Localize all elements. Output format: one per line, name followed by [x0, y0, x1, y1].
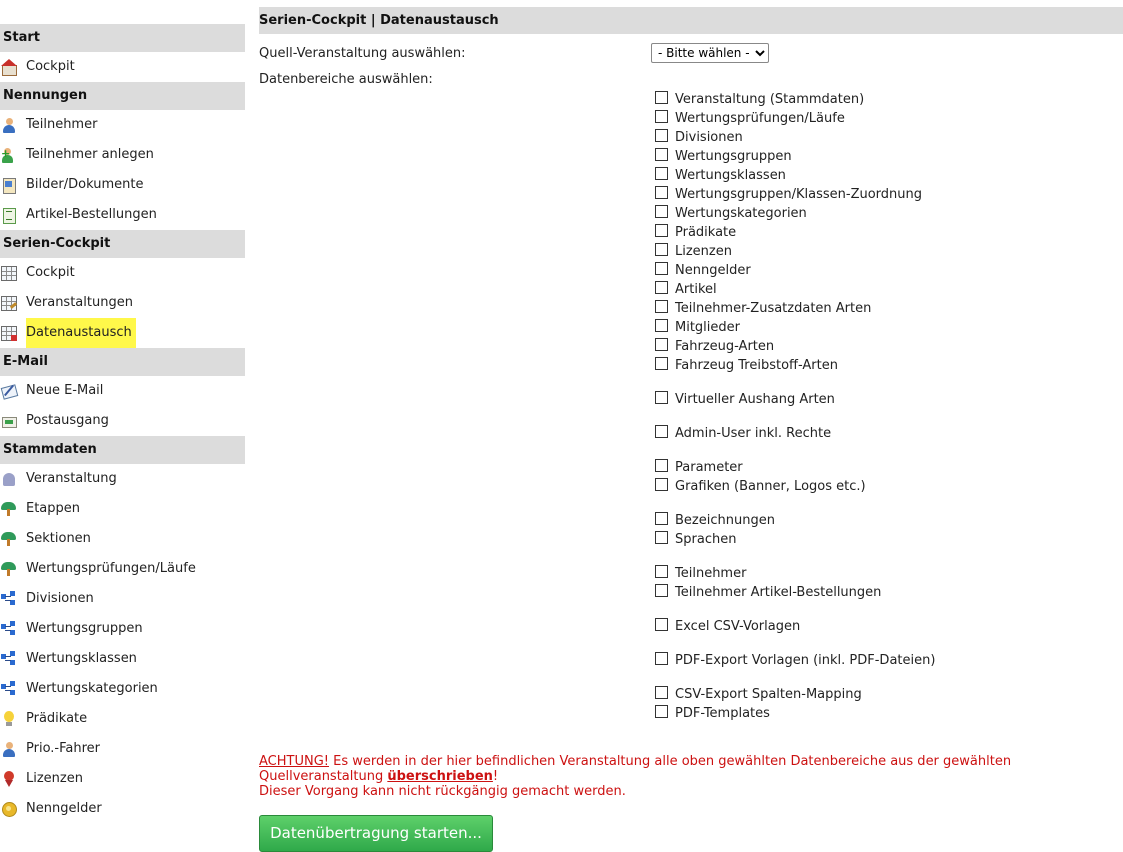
sidebar-item[interactable]: [0, 614, 245, 644]
tree-icon: [1, 561, 17, 577]
sidebar-item[interactable]: [0, 288, 245, 318]
checkbox[interactable]: [655, 478, 668, 491]
sidebar-item[interactable]: [0, 524, 245, 554]
bulb-icon: [1, 711, 17, 727]
network-icon: [1, 591, 17, 607]
award-icon: [1, 771, 17, 787]
sidebar-section-header: Start: [0, 24, 245, 52]
checkbox-label: Virtueller Aushang Arten: [675, 392, 835, 407]
checkbox[interactable]: [655, 512, 668, 525]
sidebar-item[interactable]: [0, 110, 245, 140]
sidebar-item-label: Sektionen: [26, 531, 91, 546]
sidebar-item-label: Cockpit: [26, 59, 75, 74]
checkbox-label: Sprachen: [675, 532, 737, 547]
checkbox[interactable]: [655, 91, 668, 104]
sidebar-item[interactable]: [0, 318, 245, 348]
data-area-option[interactable]: [655, 109, 935, 128]
sidebar-item-label: Wertungsklassen: [26, 651, 137, 666]
checkbox-label: PDF-Templates: [675, 706, 770, 721]
checkbox-label: Grafiken (Banner, Logos etc.): [675, 479, 866, 494]
checkbox-label: Bezeichnungen: [675, 513, 775, 528]
checkbox[interactable]: [655, 205, 668, 218]
sidebar-section-header: Nennungen: [0, 82, 245, 110]
checkbox-label: Wertungsgruppen: [675, 149, 792, 164]
sidebar-item-label: Prädikate: [26, 711, 88, 726]
checkbox[interactable]: [655, 357, 668, 370]
sidebar-item-label: Cockpit: [26, 265, 75, 280]
sidebar-item[interactable]: [0, 734, 245, 764]
checkbox[interactable]: [655, 148, 668, 161]
checkbox-label: Nenngelder: [675, 263, 751, 278]
data-area-option[interactable]: [655, 185, 935, 204]
data-area-option[interactable]: [655, 280, 935, 299]
overwrite-warning: ACHTUNG! Es werden in der hier befindlichen Veranstaltung alle oben gewählten Datenbereiche aus der gewählten Quellveranstaltung überschrieben! Dieser Vorgang kann nicht rückgängig gemacht werden.: [259, 754, 1012, 799]
sidebar-item[interactable]: [0, 464, 245, 494]
data-area-option[interactable]: [655, 318, 935, 337]
checkbox[interactable]: [655, 531, 668, 544]
data-area-option[interactable]: [655, 530, 935, 549]
sidebar-item[interactable]: [0, 52, 245, 82]
sidebar-item[interactable]: [0, 200, 245, 230]
page-title: Serien-Cockpit | Datenaustausch: [259, 7, 1123, 34]
checkbox[interactable]: [655, 186, 668, 199]
data-area-option[interactable]: [655, 651, 935, 670]
checkbox[interactable]: [655, 281, 668, 294]
person-icon: [1, 741, 17, 757]
checkbox-label: Lizenzen: [675, 244, 732, 259]
main-content: [259, 7, 1123, 842]
sidebar-item-label: Wertungsprüfungen/Läufe: [26, 561, 196, 576]
sidebar-section-header: E-Mail: [0, 348, 245, 376]
sidebar-item-label: Veranstaltungen: [26, 295, 133, 310]
data-area-option[interactable]: [655, 337, 935, 356]
checkbox-label: Fahrzeug Treibstoff-Arten: [675, 358, 838, 373]
sidebar-item[interactable]: [0, 140, 245, 170]
checkbox-label: Divisionen: [675, 130, 743, 145]
checkbox[interactable]: [655, 425, 668, 438]
warning-emphasis: überschrieben: [387, 769, 493, 784]
data-area-option[interactable]: [655, 128, 935, 147]
data-area-option[interactable]: [655, 477, 935, 496]
warning-line-2: Dieser Vorgang kann nicht rückgängig gemacht werden.: [259, 784, 626, 799]
bell-icon: [1, 471, 17, 487]
sidebar-item-label: Wertungsgruppen: [26, 621, 143, 636]
data-area-option[interactable]: [655, 458, 935, 477]
order-list-icon: [1, 207, 17, 223]
sidebar-item-label: Nenngelder: [26, 801, 102, 816]
data-area-option[interactable]: [655, 90, 935, 109]
person-add-icon: [1, 147, 17, 163]
checkbox-label: Wertungskategorien: [675, 206, 807, 221]
data-area-option[interactable]: [655, 166, 935, 185]
data-areas-checkbox-list: [655, 90, 935, 723]
sidebar-item-label: Postausgang: [26, 413, 109, 428]
sidebar: [0, 24, 245, 824]
data-areas-label: Datenbereiche auswählen:: [259, 72, 433, 87]
grid-edit-icon: [1, 295, 17, 311]
checkbox-label: CSV-Export Spalten-Mapping: [675, 687, 862, 702]
data-area-option[interactable]: [655, 564, 935, 583]
checkbox-label: Fahrzeug-Arten: [675, 339, 775, 354]
checkbox[interactable]: [655, 319, 668, 332]
data-area-option[interactable]: [655, 511, 935, 530]
checkbox[interactable]: [655, 243, 668, 256]
sidebar-item-label: Bilder/Dokumente: [26, 177, 144, 192]
checkbox-label: Teilnehmer-Zusatzdaten Arten: [675, 301, 872, 316]
data-area-option[interactable]: [655, 147, 935, 166]
warning-link[interactable]: ACHTUNG!: [259, 754, 329, 769]
sidebar-item[interactable]: [0, 494, 245, 524]
data-area-option[interactable]: [655, 390, 935, 409]
sidebar-item-label: Artikel-Bestellungen: [26, 207, 157, 222]
sidebar-item-label: Datenaustausch: [26, 318, 136, 348]
coin-icon: [1, 801, 17, 817]
grid-icon: [1, 265, 17, 281]
data-area-option[interactable]: [655, 356, 935, 375]
sidebar-item-label: Teilnehmer anlegen: [26, 147, 154, 162]
checkbox-label: Excel CSV-Vorlagen: [675, 619, 801, 634]
network-icon: [1, 681, 17, 697]
sidebar-section-header: Stammdaten: [0, 436, 245, 464]
data-area-option[interactable]: [655, 685, 935, 704]
grid-exchange-icon: [1, 325, 17, 341]
sidebar-item[interactable]: [0, 406, 245, 436]
checkbox-label: Teilnehmer Artikel-Bestellungen: [675, 585, 882, 600]
network-icon: [1, 651, 17, 667]
image-document-icon: [1, 177, 17, 193]
checkbox[interactable]: [655, 584, 668, 597]
checkbox-label: Teilnehmer: [675, 566, 747, 581]
checkbox-label: PDF-Export Vorlagen (inkl. PDF-Dateien): [675, 653, 936, 668]
sidebar-item[interactable]: [0, 170, 245, 200]
person-icon: [1, 117, 17, 133]
checkbox-label: Mitglieder: [675, 320, 740, 335]
checkbox[interactable]: [655, 110, 668, 123]
data-area-option[interactable]: [655, 261, 935, 280]
sidebar-item-label: Wertungskategorien: [26, 681, 158, 696]
checkbox[interactable]: [655, 129, 668, 142]
house-icon: [1, 59, 17, 75]
source-event-select[interactable]: [651, 43, 769, 63]
sidebar-item-label: Divisionen: [26, 591, 94, 606]
network-icon: [1, 621, 17, 637]
checkbox[interactable]: [655, 167, 668, 180]
sidebar-item-label: Neue E-Mail: [26, 383, 104, 398]
checkbox-label: Artikel: [675, 282, 717, 297]
checkbox[interactable]: [655, 224, 668, 237]
sidebar-item[interactable]: [0, 584, 245, 614]
sidebar-item-label: Prio.-Fahrer: [26, 741, 101, 756]
checkbox[interactable]: [655, 652, 668, 665]
sidebar-item[interactable]: [0, 764, 245, 794]
sidebar-item-label: Teilnehmer: [26, 117, 98, 132]
data-area-option[interactable]: [655, 204, 935, 223]
start-transfer-button[interactable]: Datenübertragung starten...: [259, 815, 493, 852]
tree-icon: [1, 501, 17, 517]
sidebar-section-header: Serien-Cockpit: [0, 230, 245, 258]
new-mail-icon: [1, 383, 17, 399]
sidebar-item[interactable]: [0, 376, 245, 406]
sidebar-item-label: Etappen: [26, 501, 81, 516]
sidebar-item-label: Veranstaltung: [26, 471, 117, 486]
data-area-option[interactable]: [655, 424, 935, 443]
data-area-option[interactable]: [655, 299, 935, 318]
source-event-label: Quell-Veranstaltung auswählen:: [259, 46, 466, 61]
checkbox[interactable]: [655, 391, 668, 404]
tree-icon: [1, 531, 17, 547]
outbox-icon: [1, 413, 17, 429]
checkbox[interactable]: [655, 300, 668, 313]
checkbox[interactable]: [655, 338, 668, 351]
checkbox-label: Wertungsprüfungen/Läufe: [675, 111, 845, 126]
checkbox[interactable]: [655, 618, 668, 631]
checkbox-label: Parameter: [675, 460, 743, 475]
data-area-option[interactable]: [655, 242, 935, 261]
checkbox[interactable]: [655, 262, 668, 275]
checkbox[interactable]: [655, 459, 668, 472]
checkbox-label: Veranstaltung (Stammdaten): [675, 92, 865, 107]
checkbox-label: Prädikate: [675, 225, 737, 240]
checkbox-label: Wertungsklassen: [675, 168, 786, 183]
checkbox-label: Wertungsgruppen/Klassen-Zuordnung: [675, 187, 923, 202]
data-area-option[interactable]: [655, 617, 935, 636]
sidebar-item[interactable]: [0, 674, 245, 704]
sidebar-item[interactable]: [0, 644, 245, 674]
sidebar-item[interactable]: [0, 704, 245, 734]
sidebar-item-label: Lizenzen: [26, 771, 83, 786]
data-area-option[interactable]: [655, 223, 935, 242]
sidebar-item[interactable]: [0, 258, 245, 288]
checkbox[interactable]: [655, 705, 668, 718]
data-area-option[interactable]: [655, 704, 935, 723]
sidebar-item[interactable]: [0, 794, 245, 824]
checkbox-label: Admin-User inkl. Rechte: [675, 426, 832, 441]
data-area-option[interactable]: [655, 583, 935, 602]
sidebar-item[interactable]: [0, 554, 245, 584]
checkbox[interactable]: [655, 686, 668, 699]
checkbox[interactable]: [655, 565, 668, 578]
